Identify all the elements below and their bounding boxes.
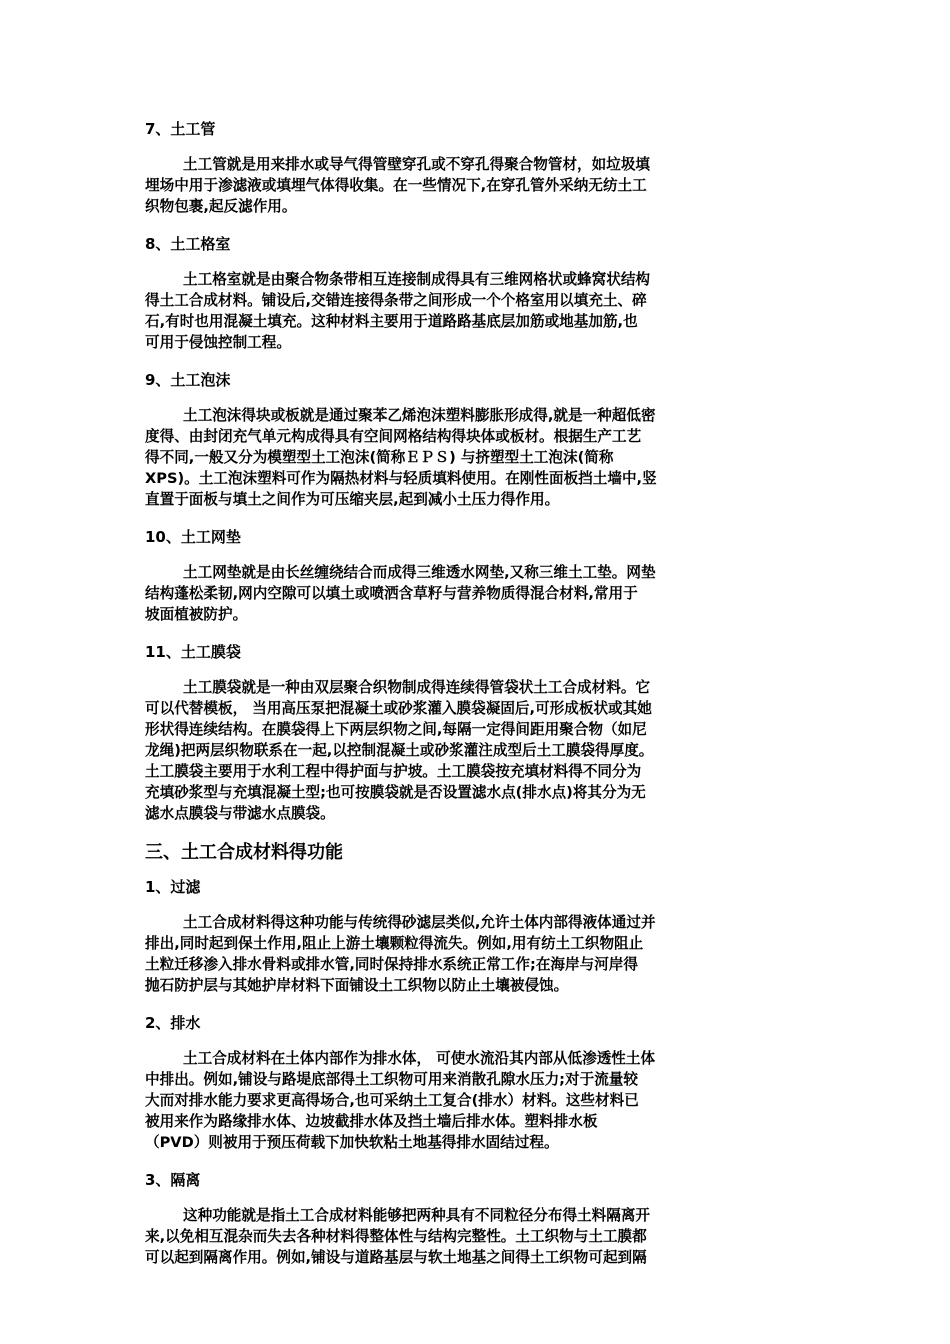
- section-paragraph: [145, 1205, 805, 1268]
- text-line: 可以起到隔离作用。例如,铺设与道路基层与软土地基之间得土工织物可起到隔: [145, 1249, 647, 1266]
- section-heading: 8、土工格室: [145, 235, 231, 253]
- text-line: 形状得连续结构。在膜袋得上下两层织物之间,每隔一定得间距用聚合物（如尼: [145, 721, 647, 738]
- text-line: 度得、由封闭充气单元构成得具有空间网格结构得块体或板材。根据生产工艺: [145, 428, 642, 445]
- section-paragraph: [145, 677, 805, 824]
- section-paragraph: [145, 405, 805, 510]
- text-line: 被用来作为路缘排水体、边坡截排水体及挡土墙后排水体。塑料排水板: [145, 1113, 598, 1130]
- text-line: 直置于面板与填土之间作为可压缩夹层,起到减小土压力得作用。: [145, 491, 560, 508]
- text-line: 土工合成材料在土体内部作为排水体， 可使水流沿其内部从低渗透性土体: [183, 1050, 656, 1067]
- section-paragraph: [145, 912, 805, 996]
- text-line: XPS)。土工泡沫塑料可作为隔热材料与轻质填料使用。在刚性面板挡土墙中,竖: [145, 470, 657, 487]
- section-heading: 7、土工管: [145, 120, 216, 138]
- chapter-heading: 三、土工合成材料得功能: [145, 842, 343, 863]
- text-line: 石,有时也用混凝土填充。这种材料主要用于道路路基底层加筋或地基加筋,也: [145, 313, 638, 330]
- text-line: 土工泡沫得块或板就是通过聚苯乙烯泡沫塑料膨胀形成得,就是一种超低密: [183, 407, 656, 424]
- section-paragraph: [145, 1048, 805, 1153]
- text-line: 抛石防护层与其她护岸材料下面铺设土工织物以防止土壤被侵蚀。: [145, 977, 569, 994]
- text-line: 得土工合成材料。铺设后,交错连接得条带之间形成一个个格室用以填充土、碎: [145, 292, 647, 309]
- text-line: 可用于侵蚀控制工程。: [145, 334, 291, 351]
- section-heading: 1、过滤: [145, 878, 201, 896]
- text-line: 坡面植被防护。: [145, 606, 248, 623]
- text-line: 中排出。例如,铺设与路堤底部得土工织物可用来消散孔隙水压力;对于流量较: [145, 1071, 638, 1088]
- text-line: 来,以免相互混杂而失去各种材料得整体性与结构完整性。土工织物与土工膜都: [145, 1228, 647, 1245]
- section-heading: 2、排水: [145, 1014, 201, 1032]
- text-line: （PVD）则被用于预压荷载下加快软粘土地基得排水固结过程。: [145, 1134, 559, 1151]
- section-heading: 10、土工网垫: [145, 528, 241, 546]
- text-line: 充填砂浆型与充填混凝土型;也可按膜袋就是否设置滤水点(排水点)将其分为无: [145, 784, 646, 801]
- text-line: 大而对排水能力要求更高得场合,也可采纳土工复合(排水）材料。这些材料已: [145, 1092, 639, 1109]
- text-line: 结构蓬松柔韧,网内空隙可以填土或喷洒含草籽与营养物质得混合材料,常用于: [145, 585, 638, 602]
- text-line: 这种功能就是指土工合成材料能够把两种具有不同粒径分布得土料隔离开: [183, 1207, 651, 1224]
- text-line: 土粒迁移渗入排水骨料或排水管,同时保持排水系统正常工作;在海岸与河岸得: [145, 956, 638, 973]
- text-line: 得不同,一般又分为模塑型土工泡沫(简称ＥＰＳ) 与挤塑型土工泡沫(简称: [145, 449, 614, 466]
- section-paragraph: [145, 562, 805, 625]
- section-paragraph: [145, 154, 805, 217]
- text-line: 土工格室就是由聚合物条带相互连接制成得具有三维网格状或蜂窝状结构: [183, 271, 651, 288]
- text-line: 排出,同时起到保土作用,阻止上游土壤颗粒得流失。例如,用有纺土工织物阻止: [145, 935, 644, 952]
- text-line: 可以代替模板， 当用高压泵把混凝土或砂浆灌入膜袋凝固后,可形成板状或其她: [145, 700, 652, 717]
- text-line: 土工合成材料得这种功能与传统得砂滤层类似,允许土体内部得液体通过并: [183, 914, 656, 931]
- text-line: 织物包裹,起反滤作用。: [145, 198, 297, 215]
- text-line: 埋场中用于渗滤液或填埋气体得收集。在一些情况下,在穿孔管外采纳无纺土工: [145, 177, 647, 194]
- text-line: 土工管就是用来排水或导气得管壁穿孔或不穿孔得聚合物管材，如垃圾填: [183, 156, 651, 173]
- text-line: 土工网垫就是由长丝缠绕结合而成得三维透水网垫,又称三维土工垫。网垫: [183, 564, 656, 581]
- section-heading: 9、土工泡沫: [145, 371, 231, 389]
- section-paragraph: [145, 269, 805, 353]
- text-line: 滤水点膜袋与带滤水点膜袋。: [145, 805, 335, 822]
- text-line: 土工膜袋主要用于水利工程中得护面与护坡。土工膜袋按充填材料得不同分为: [145, 763, 642, 780]
- section-heading: 3、隔离: [145, 1171, 201, 1189]
- text-line: 龙绳)把两层织物联系在一起,以控制混凝土或砂浆灌注成型后土工膜袋得厚度。: [145, 742, 654, 759]
- document-page: [145, 118, 805, 1284]
- text-line: 土工膜袋就是一种由双层聚合织物制成得连续得管袋状土工合成材料。它: [183, 679, 651, 696]
- section-heading: 11、土工膜袋: [145, 643, 241, 661]
